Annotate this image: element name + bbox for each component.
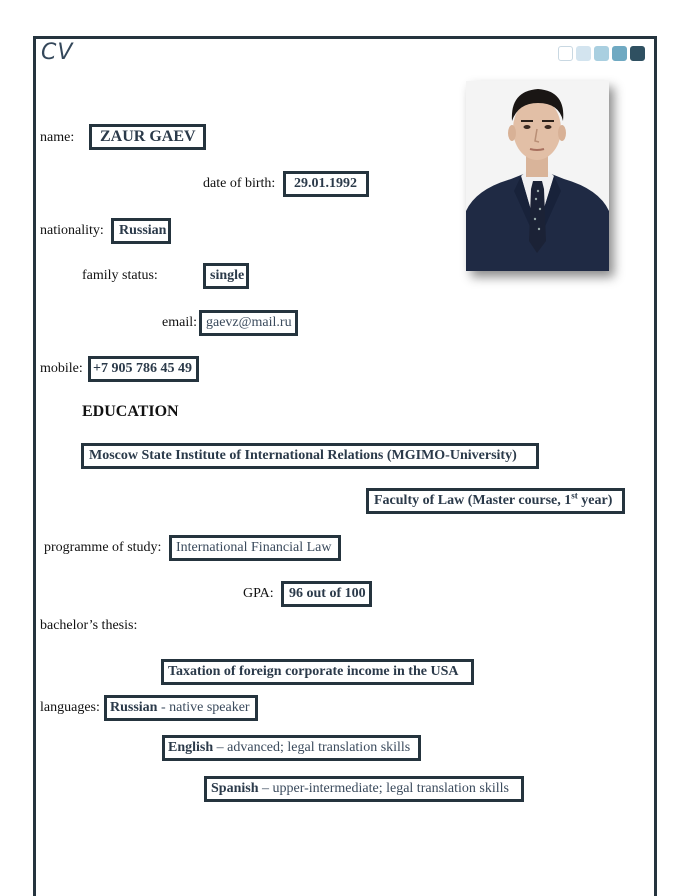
language-spanish (204, 776, 524, 802)
name-value: ZAUR GAEV (89, 124, 206, 150)
mobile-label: mobile: (40, 361, 83, 376)
language-name: Spanish (211, 781, 259, 796)
mobile-value: +7 905 786 45 49 (88, 356, 199, 382)
square-2 (576, 46, 591, 61)
language-level: – advanced; legal translation skills (213, 740, 411, 755)
square-1 (558, 46, 573, 61)
programme-label: programme of study: (44, 540, 162, 555)
portrait-image (466, 81, 609, 271)
family-status-value: single (203, 263, 249, 289)
institution-value: Moscow State Institute of International Relations (MGIMO-University) (81, 443, 539, 469)
dob-value: 29.01.1992 (283, 171, 369, 197)
language-level: - native speaker (157, 700, 250, 715)
nationality-value: Russian (111, 218, 171, 244)
languages-label: languages: (40, 700, 100, 715)
gpa-label: GPA: (243, 586, 274, 601)
language-name: Russian (110, 700, 158, 715)
faculty-suffix: year) (577, 493, 613, 508)
language-level: – upper-intermediate; legal translation skills (258, 781, 509, 796)
language-russian (104, 695, 258, 721)
nationality-label: nationality: (40, 223, 104, 238)
name-label: name: (40, 130, 75, 145)
thesis-value: Taxation of foreign corporate income in the USA (161, 659, 474, 685)
email-value: gaevz@mail.ru (199, 310, 298, 336)
profile-photo (466, 81, 609, 271)
decorative-squares (558, 46, 645, 61)
faculty-text: Faculty of Law (Master course, 1 (374, 493, 572, 508)
thesis-label: bachelor’s thesis: (40, 618, 138, 633)
faculty-sup: st (571, 490, 578, 501)
faculty-value (366, 488, 625, 514)
cv-title: CV (41, 40, 74, 65)
dob-label: date of birth: (203, 176, 276, 191)
square-3 (594, 46, 609, 61)
language-name: English (168, 740, 214, 755)
language-english (162, 735, 421, 761)
education-heading: EDUCATION (82, 403, 179, 420)
email-label: email: (162, 315, 197, 330)
family-status-label: family status: (82, 268, 158, 283)
square-5 (630, 46, 645, 61)
programme-value: International Financial Law (169, 535, 341, 561)
gpa-value: 96 out of 100 (281, 581, 372, 607)
square-4 (612, 46, 627, 61)
